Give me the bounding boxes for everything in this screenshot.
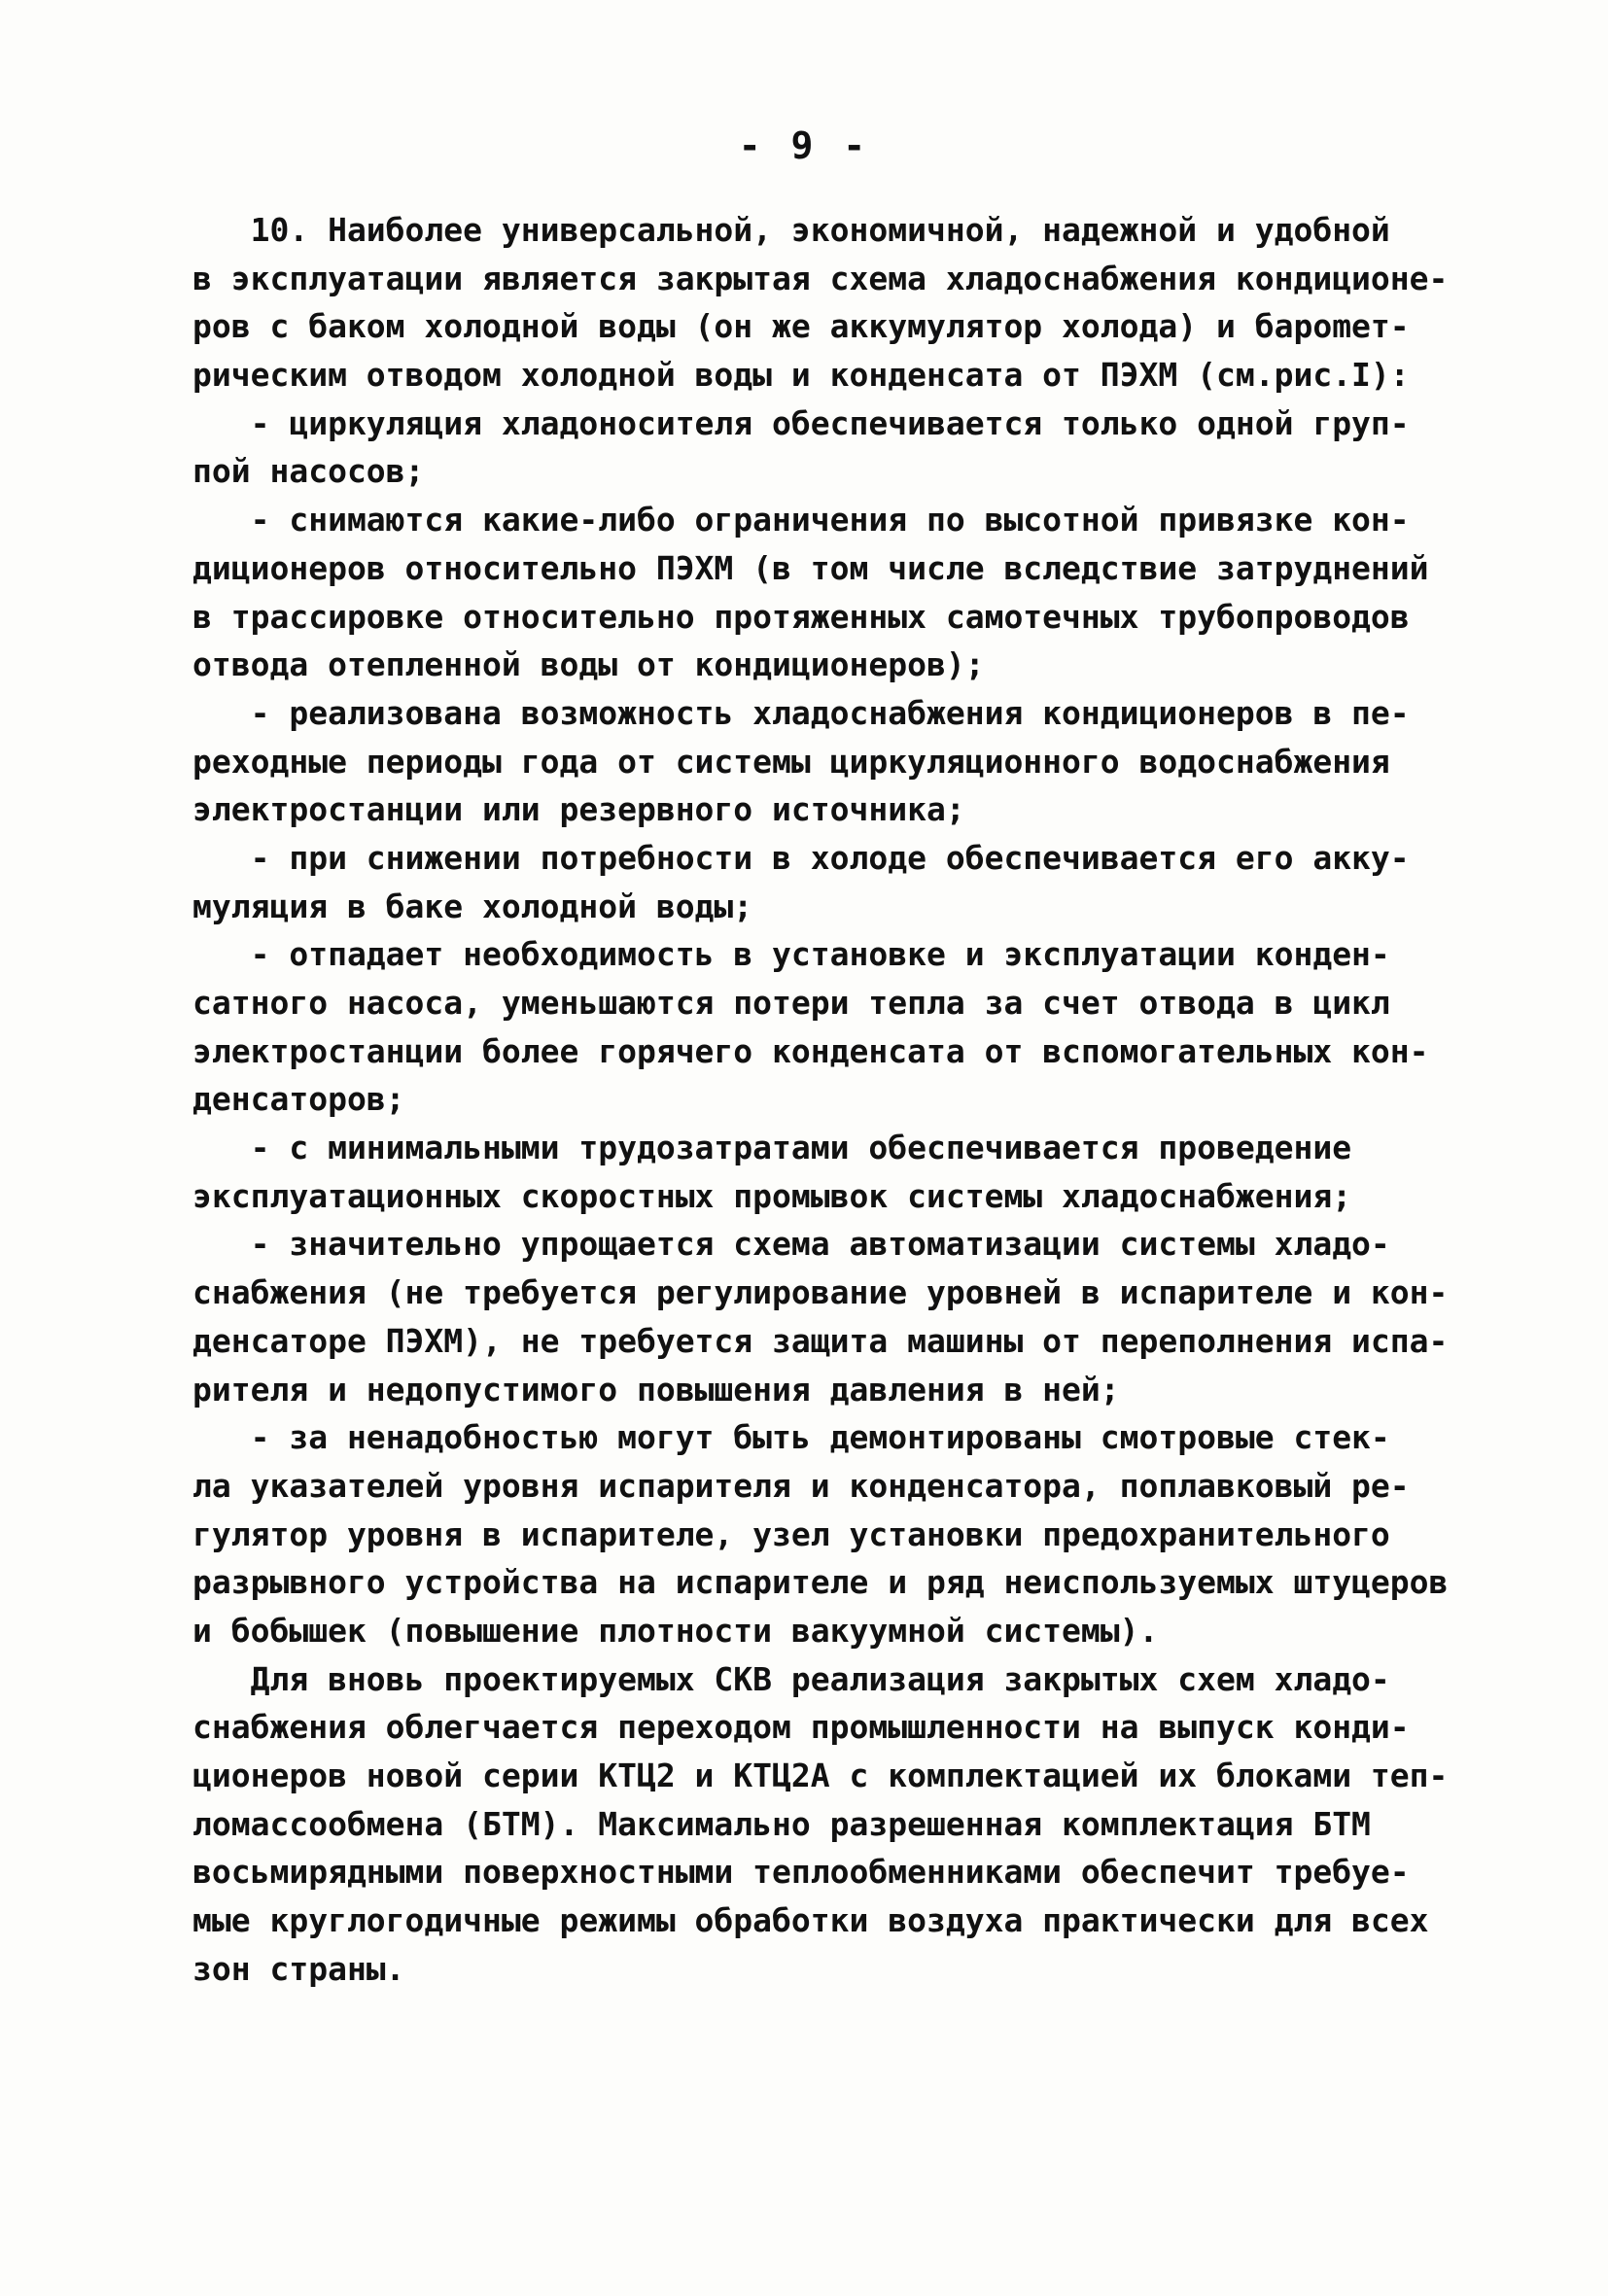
- text-line: ционеров новой серии КТЦ2 и КТЦ2А с комплектацией их блоками теп-: [192, 1757, 1449, 1794]
- page-number: - 9 -: [738, 124, 870, 167]
- body-text: [192, 206, 1495, 1993]
- text-line: - с минимальными трудозатратами обеспечивается проведение: [192, 1129, 1352, 1167]
- text-line: - при снижении потребности в холоде обеспечивается его акку-: [192, 838, 1410, 877]
- text-line: в эксплуатации является закрытая схема хладоснабжения кондиционе-: [192, 259, 1449, 297]
- text-line: разрывного устройства на испарителе и ряд неиспользуемых штуцеров: [192, 1563, 1449, 1602]
- text-line: гулятор уровня в испарителе, узел установки предохранительного: [192, 1514, 1390, 1553]
- text-line: зон страны.: [192, 1949, 405, 1988]
- text-line: эксплуатационных скоростных промывок системы хладоснабжения;: [192, 1176, 1352, 1215]
- text-line: диционеров относительно ПЭХМ (в том числе вследствие затруднений: [192, 548, 1429, 587]
- text-line: и бобышек (повышение плотности вакуумной системы).: [192, 1611, 1159, 1650]
- text-line: ломассообмена (БТМ). Максимально разрешенная комплектация БТМ: [192, 1804, 1371, 1843]
- text-line: - отпадает необходимость в установке и эксплуатации конден-: [192, 935, 1390, 974]
- text-line: муляция в баке холодной воды;: [192, 887, 753, 925]
- text-line: - циркуляция хладоносителя обеспечивается только одной груп-: [192, 403, 1410, 442]
- text-line: снабжения облегчается переходом промышленности на выпуск конди-: [192, 1708, 1410, 1747]
- text-line: реходные периоды года от системы циркуляционного водоснабжения: [192, 742, 1390, 781]
- text-line: ров с баком холодной воды (он же аккумулятор холода) и барomет-: [192, 307, 1410, 346]
- text-line: электростанции более горячего конденсата от вспомогательных кон-: [192, 1031, 1429, 1070]
- text-line: денсаторов;: [192, 1080, 405, 1119]
- text-line: рителя и недопустимого повышения давления в ней;: [192, 1370, 1120, 1409]
- text-line: - снимаются какие-либо ограничения по высотной привязке кон-: [192, 501, 1410, 539]
- text-line: - значительно упрощается схема автоматизации системы хладо-: [192, 1225, 1390, 1264]
- text-line: отвода отепленной воды от кондиционеров);: [192, 645, 985, 684]
- text-line: сатного насоса, уменьшаются потери тепла за счет отвода в цикл: [192, 984, 1390, 1022]
- text-line: в трассировке относительно протяженных самотечных трубопроводов: [192, 597, 1410, 636]
- text-line: снабжения (не требуется регулирование уровней в испарителе и кон-: [192, 1273, 1449, 1312]
- text-line: ла указателей уровня испарителя и конденсатора, поплавковый ре-: [192, 1466, 1410, 1505]
- text-line: 10. Наиболее универсальной, экономичной, надежной и удобной: [192, 211, 1390, 249]
- text-line: - реализована возможность хладоснабжения кондиционеров в пе-: [192, 693, 1410, 732]
- text-line: Для вновь проектируемых СКВ реализация закрытых схем хладо-: [192, 1659, 1390, 1698]
- text-line: - за ненадобностью могут быть демонтированы смотровые стек-: [192, 1418, 1390, 1457]
- text-line: восьмирядными поверхностными теплообменниками обеспечит требуе-: [192, 1853, 1410, 1892]
- text-line: мые круглогодичные режимы обработки воздуха практически для всех: [192, 1901, 1429, 1940]
- text-line: денсаторе ПЭХМ), не требуется защита машины от переполнения испа-: [192, 1321, 1449, 1360]
- text-line: электростанции или резервного источника;: [192, 790, 965, 829]
- text-line: пой насосов;: [192, 452, 425, 491]
- text-line: рическим отводом холодной воды и конденсата от ПЭХМ (см.рис.I):: [192, 356, 1410, 395]
